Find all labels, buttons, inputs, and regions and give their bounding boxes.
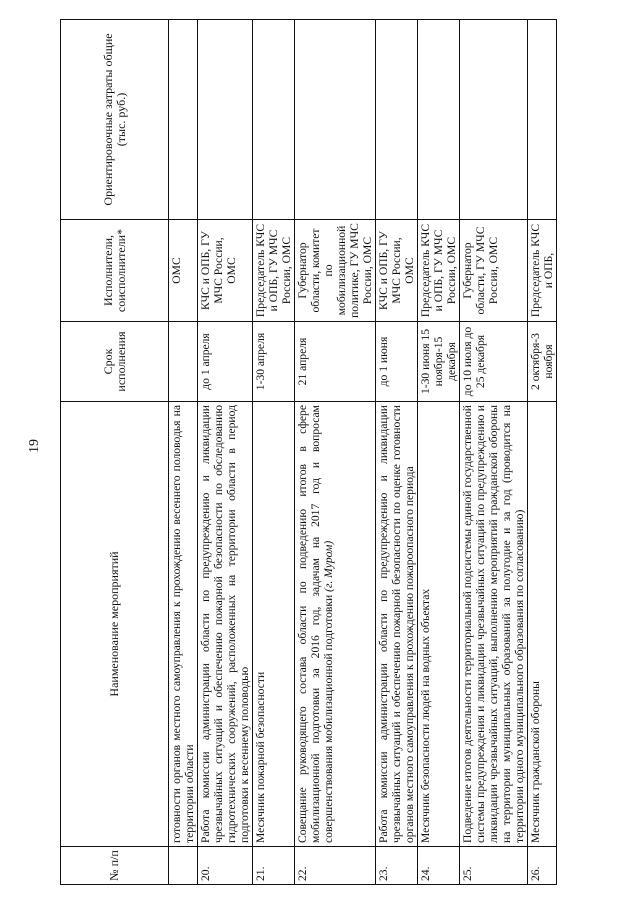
row-name: готовности органов местного самоуправления к прохождению весеннего половодья на территории области: [169, 402, 198, 847]
row-name: Работа комиссии администрации области по предупреждению и ликвидации чрезвычайных ситуаций и обеспечению пожарной безопасности по оценке готовности органов местного самоуправления к прохождению пожароопасного периода: [376, 402, 418, 847]
row-term: 1-30 июня 15 ноября-15 декабря: [418, 322, 460, 402]
row-name: Подведение итогов деятельности территориальной подсистемы единой государственной системы предупреждения и ликвидации чрезвычайных ситуаций по предупреждению и ликвидации чрезвычайных ситуаций, выполнению мероприятий гражданской обороны на территории муниципальных образований за полугодие и за год (проводится на территории одного муниципального образования по согласованию): [460, 402, 528, 847]
row-num: 22.: [295, 847, 376, 885]
table-row: [169, 20, 198, 885]
rotated-page: [60, 20, 635, 885]
row-term: до 10 июля до 25 декабря: [460, 322, 528, 402]
row-exec: КЧС и ОПБ, ГУ МЧС России, ОМС: [198, 220, 253, 322]
row-cost: [169, 20, 198, 220]
row-num: 24.: [418, 847, 460, 885]
row-name: Месячник безопасности людей на водных объектах: [418, 402, 460, 847]
row-name: [295, 402, 376, 847]
table-row: [198, 20, 253, 885]
table-row: [253, 20, 295, 885]
table-row: [528, 20, 557, 885]
table-row: [376, 20, 418, 885]
table-header-row: [61, 20, 169, 885]
table-row: [418, 20, 460, 885]
row-exec: Председатель КЧС и ОПБ, ГУ МЧС России, ОМС: [253, 220, 295, 322]
row-term: [169, 322, 198, 402]
header-exec: Исполнители, соисполнители*: [61, 220, 169, 322]
header-name: Наименование мероприятий: [61, 402, 169, 847]
row-term: 1-30 апреля: [253, 322, 295, 402]
row-name-note: (г. Муром): [322, 540, 335, 592]
row-exec: КЧС и ОПБ, ГУ МЧС России, ОМС: [376, 220, 418, 322]
row-num: 26.: [528, 847, 557, 885]
row-term: до 1 апреля: [198, 322, 253, 402]
header-cost: Ориентировочные затраты общие (тыс. руб.): [61, 20, 169, 220]
row-exec: Председатель КЧС и ОПБ,: [528, 220, 557, 322]
row-num: [169, 847, 198, 885]
table-row: [295, 20, 376, 885]
row-name: Работа комиссии администрации области по предупреждению и ликвидации чрезвычайных ситуаций и обеспечению пожарной безопасности по обследованию гидротехнических сооружений, расположенных на территории области в период подготовки к весеннему половодью: [198, 402, 253, 847]
row-cost: [198, 20, 253, 220]
header-term: Срок исполнения: [61, 322, 169, 402]
row-exec: ОМС: [169, 220, 198, 322]
page-number: 19: [27, 439, 42, 453]
row-num: 20.: [198, 847, 253, 885]
row-name-text: Совещание руководящего состава области по подведению итогов в сфере мобилизационной подготовки за 2016 год, задачам на 2017 год и вопросам совершенствования мобилизационной подготовки: [296, 405, 335, 843]
row-cost: [418, 20, 460, 220]
row-cost: [376, 20, 418, 220]
row-cost: [460, 20, 528, 220]
table-row: [460, 20, 528, 885]
row-cost: [528, 20, 557, 220]
row-name: Месячник гражданской обороны: [528, 402, 557, 847]
row-num: 23.: [376, 847, 418, 885]
row-exec: Губернатор области, комитет по мобилизационной политике, ГУ МЧС России, ОМС: [295, 220, 376, 322]
row-exec: Губернатор области, ГУ МЧС России, ОМС: [460, 220, 528, 322]
header-num: № п/п: [61, 847, 169, 885]
row-term: до 1 июня: [376, 322, 418, 402]
row-term: 21 апреля: [295, 322, 376, 402]
events-table: [60, 19, 557, 885]
row-exec: Председатель КЧС и ОПБ, ГУ МЧС России, ОМС: [418, 220, 460, 322]
row-num: 25.: [460, 847, 528, 885]
row-cost: [253, 20, 295, 220]
row-name: Месячник пожарной безопасности: [253, 402, 295, 847]
row-term: 2 октября-3 ноября: [528, 322, 557, 402]
row-num: 21.: [253, 847, 295, 885]
row-cost: [295, 20, 376, 220]
